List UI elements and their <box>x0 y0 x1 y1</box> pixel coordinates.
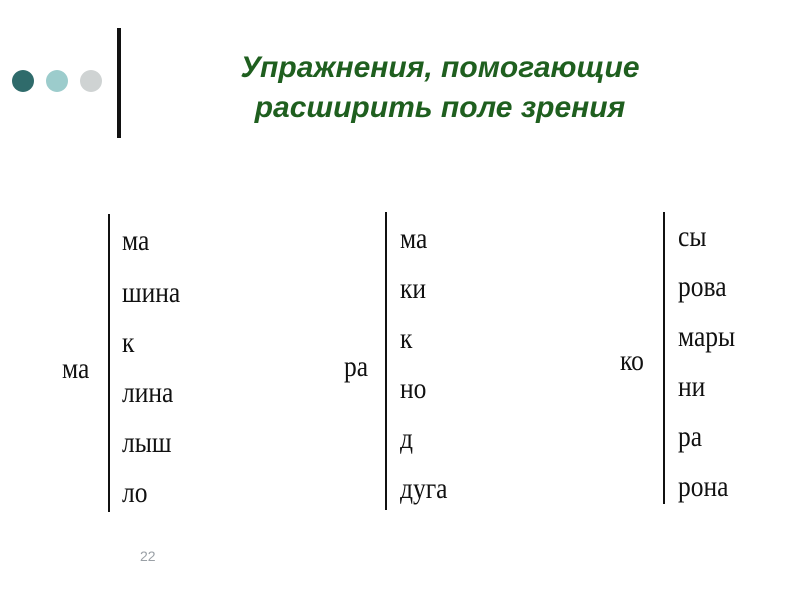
column-divider <box>385 212 387 510</box>
word-suffix: ни <box>678 370 706 403</box>
word-suffix: лыш <box>122 426 172 459</box>
page-number: 22 <box>140 548 156 564</box>
word-suffix: рова <box>678 270 727 303</box>
word-suffix: ма <box>400 222 428 255</box>
column-prefix: ра <box>344 350 369 383</box>
column-divider <box>663 212 665 504</box>
word-suffix: ма <box>122 224 150 257</box>
word-suffix: сы <box>678 220 707 253</box>
word-suffix: шина <box>122 276 181 309</box>
column-divider <box>108 214 110 512</box>
word-suffix: ки <box>400 272 427 305</box>
bullet-dot-gray <box>80 70 102 92</box>
title-separator-bar <box>117 28 121 138</box>
word-suffix: лина <box>122 376 174 409</box>
word-suffix: к <box>122 326 135 359</box>
slide-title <box>160 48 720 128</box>
word-suffix: ра <box>678 420 703 453</box>
slide-title-line-1: Упражнения, помогающие <box>240 51 640 84</box>
slide-title-line-2: расширить поле зрения <box>254 91 626 124</box>
word-suffix: рона <box>678 470 729 503</box>
bullet-dot-dark <box>12 70 34 92</box>
column-prefix: ко <box>620 344 644 377</box>
word-suffix: дуга <box>400 472 448 505</box>
word-suffix: мары <box>678 320 736 353</box>
word-suffix: но <box>400 372 427 405</box>
column-prefix: ма <box>62 352 90 385</box>
word-suffix: д <box>400 422 413 455</box>
word-suffix: к <box>400 322 413 355</box>
word-suffix: ло <box>122 476 148 509</box>
bullet-dot-light <box>46 70 68 92</box>
